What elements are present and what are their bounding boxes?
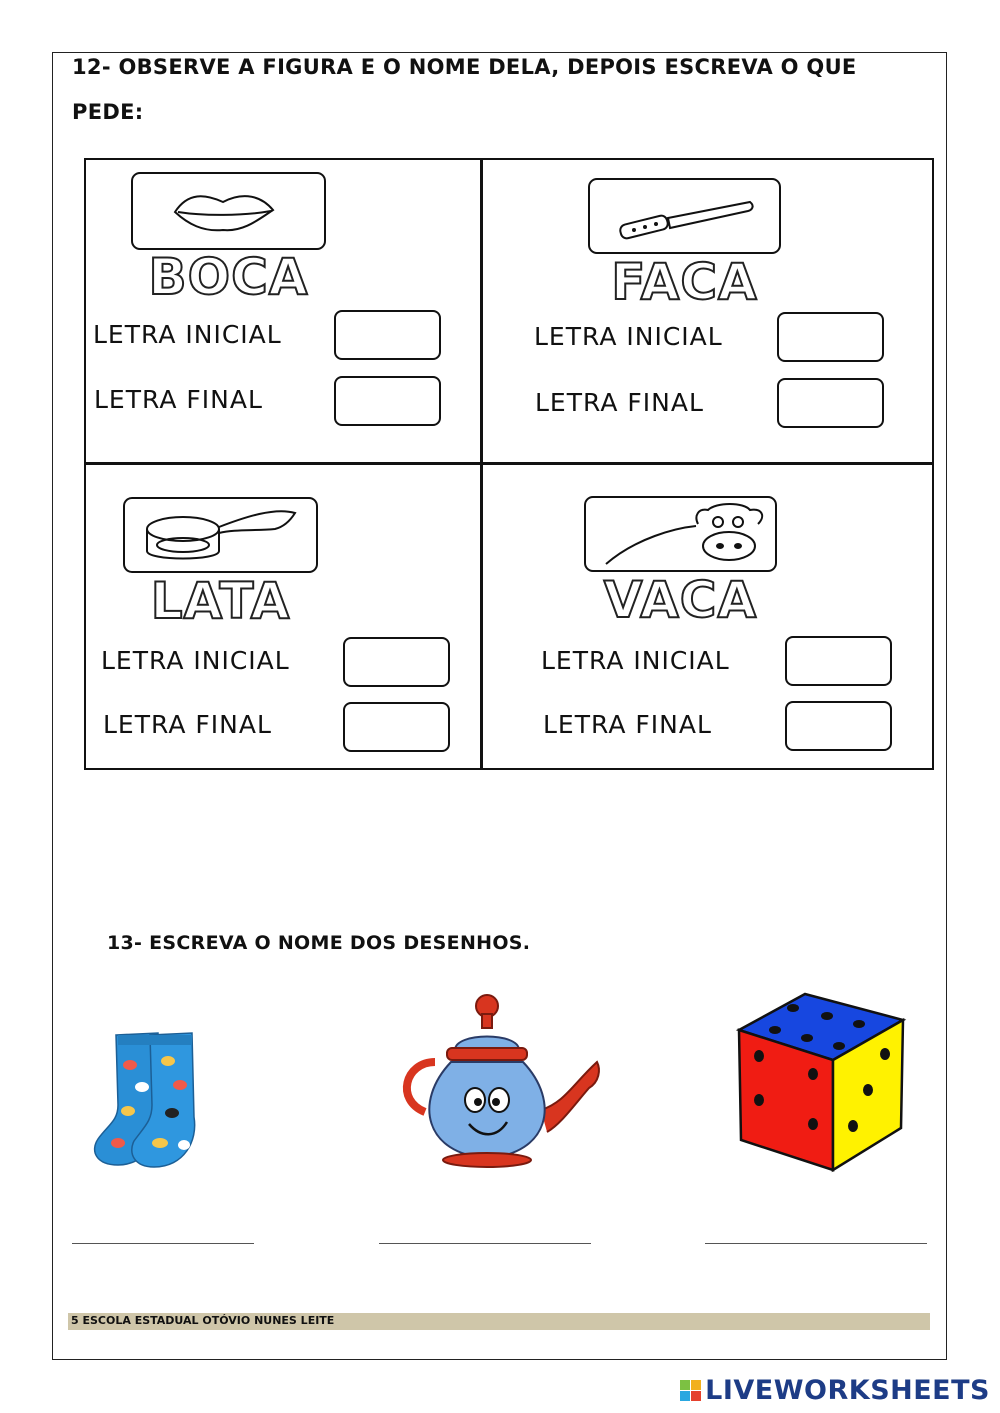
card-boca [86,160,478,460]
final-letter-label: LETRA FINAL [543,710,712,739]
answer-line-teapot[interactable] [379,1243,591,1244]
picture-frame [588,178,781,254]
brand-logo-icon [680,1380,701,1401]
card-lata [86,464,478,764]
answer-line-die[interactable] [705,1243,927,1244]
initial-letter-label: LETRA INICIAL [534,322,723,351]
picture-frame [131,172,326,250]
question-13-title: 13- ESCREVA O NOME DOS DESENHOS. [107,932,531,954]
picture-frame [123,497,318,573]
final-letter-label: LETRA FINAL [103,710,272,739]
word-label: LATA [150,572,291,630]
knife-icon [590,180,778,251]
word-label: FACA [611,253,758,311]
can-icon [125,499,315,570]
initial-letter-label: LETRA INICIAL [93,320,282,349]
question-12-title-continued: PEDE: [72,100,144,124]
final-letter-answer-box[interactable] [785,701,892,751]
initial-letter-answer-box[interactable] [785,636,892,686]
final-letter-answer-box[interactable] [343,702,450,752]
word-label: VACA [603,571,758,629]
card-vaca [482,464,874,764]
teapot-icon [385,992,615,1177]
lips-icon [133,174,323,247]
brand-name: LIVEWORKSHEETS [705,1375,990,1406]
footer-school-name: 5 ESCOLA ESTADUAL OTÓVIO NUNES LEITE [71,1314,335,1327]
final-letter-label: LETRA FINAL [94,385,263,414]
final-letter-answer-box[interactable] [334,376,441,426]
cow-icon [586,498,774,569]
final-letter-answer-box[interactable] [777,378,884,428]
liveworksheets-brand [680,1375,990,1406]
initial-letter-answer-box[interactable] [777,312,884,362]
initial-letter-answer-box[interactable] [334,310,441,360]
word-label: BOCA [148,248,309,306]
card-faca [482,160,874,460]
footer-bar [68,1313,930,1330]
initial-letter-label: LETRA INICIAL [101,646,290,675]
answer-line-sock[interactable] [72,1243,254,1244]
initial-letter-answer-box[interactable] [343,637,450,687]
sock-icon [88,1025,228,1175]
final-letter-label: LETRA FINAL [535,388,704,417]
exercise-grid [84,158,934,770]
initial-letter-label: LETRA INICIAL [541,646,730,675]
question-12-title: 12- OBSERVE A FIGURA E O NOME DELA, DEPOIS ESCREVA O QUE [72,55,857,79]
die-icon [735,990,910,1175]
picture-frame [584,496,777,572]
